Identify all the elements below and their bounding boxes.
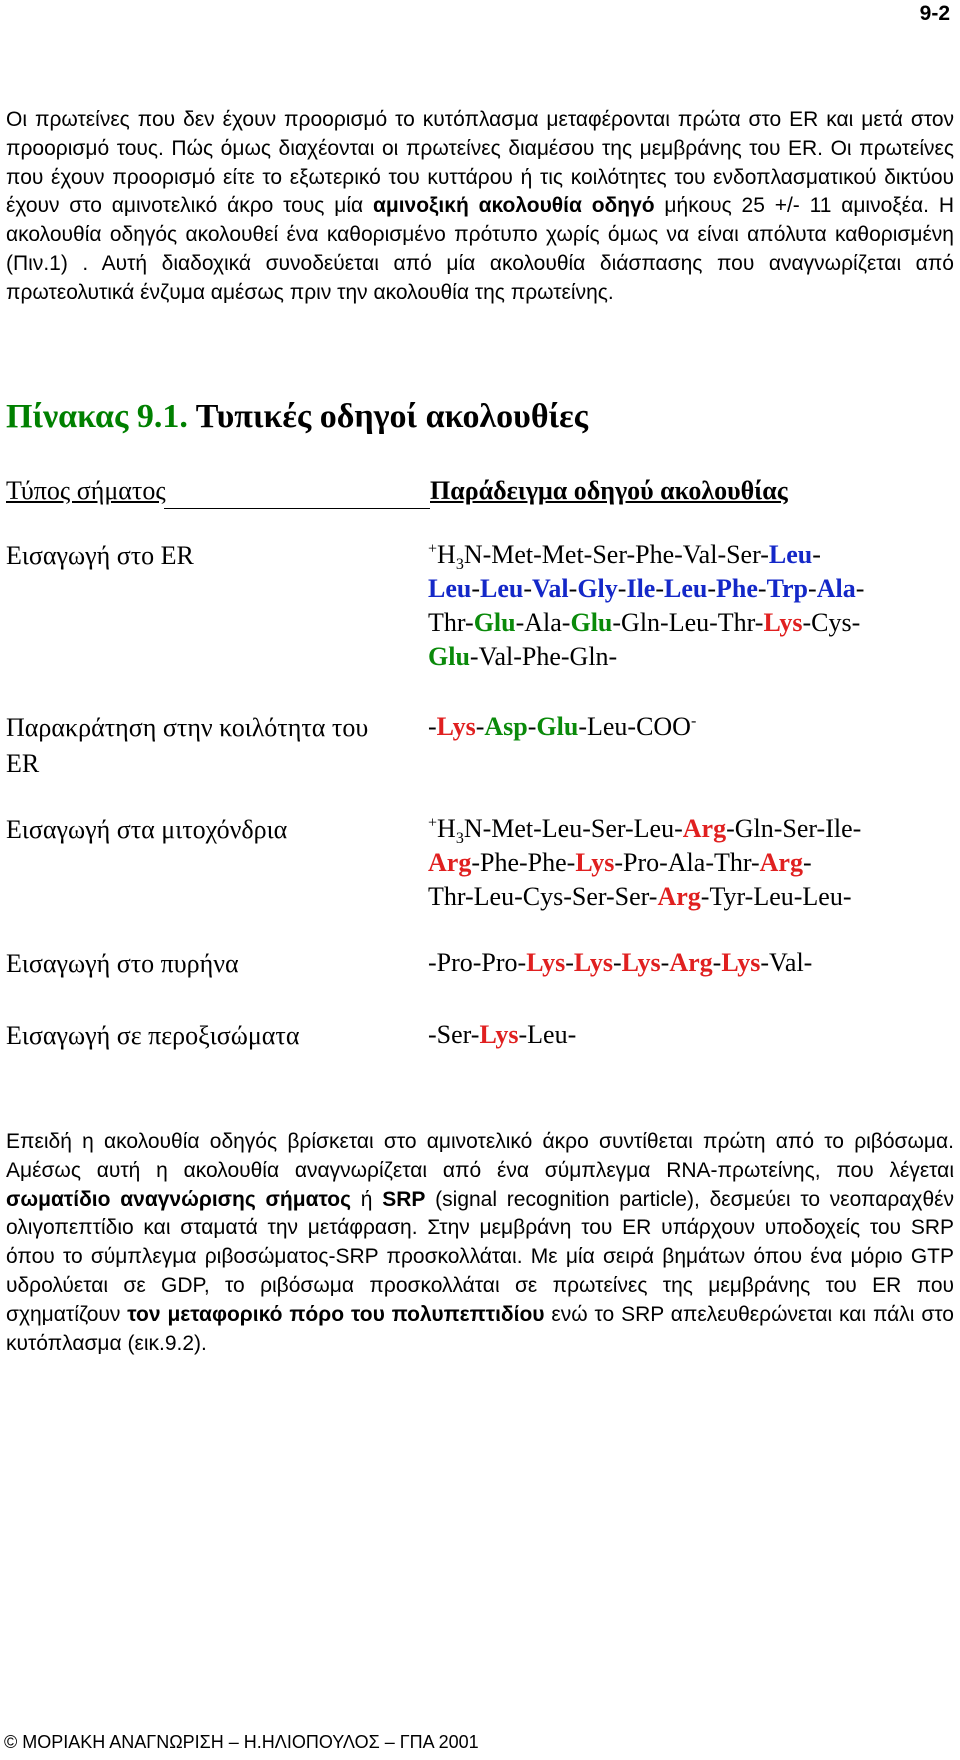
sequence-segment: Leu bbox=[768, 540, 813, 569]
sequence-segment: Arg bbox=[428, 848, 472, 877]
body-text-1: Επειδή η ακολουθία οδηγός βρίσκεται στο αμινοτελικό άκρο συντίθεται πρώτη από το ριβόσωμα. Αμέσως αυτή η ακολουθία αναγνωρίζεται από ένα σύμπλεγμα RNA-πρωτείνης, που λέγεται bbox=[6, 1130, 954, 1182]
sequence-segment: - bbox=[712, 948, 722, 977]
body-text-3: (signal recognition particle), δεσμεύει το νεοπαραχθέν ολιγοπεπτίδιο και σταματά την μετάφραση. Στην μεμβράνη του ER υπάρχουν υποδοχείς του SRP όπου το σύμπλεγμα ριβοσώματος-SRP προσκολλάται. Με μία σειρά βημάτων όπου ένα μόριο GTP υδρολύεται σε GDP, το ριβόσωμα προσκολλάται σε πρωτείνες της μεμβράνης του ER που σχηματίζουν bbox=[6, 1187, 954, 1326]
sequence-segment: Glu bbox=[570, 608, 613, 637]
body-text-2: ή bbox=[351, 1187, 383, 1211]
sequence-line bbox=[428, 572, 958, 606]
row-label-peroxisome-import: Εισαγωγή σε περοξισώματα bbox=[6, 1021, 300, 1050]
row-seq-er-retention bbox=[428, 710, 958, 744]
sequence-segment: Lys bbox=[573, 948, 613, 977]
sequence-segment: Arg bbox=[657, 882, 701, 911]
body-bold-srp: SRP bbox=[382, 1187, 426, 1211]
row-label-er-import: Εισαγωγή στο ER bbox=[6, 541, 194, 570]
sequence-segment: Lys bbox=[763, 608, 803, 637]
body-paragraph bbox=[6, 1128, 954, 1358]
sequence-segment: Val bbox=[532, 574, 569, 603]
body-bold-pore: τον μεταφορικό πόρο του πολυπεπτιδίου bbox=[127, 1302, 545, 1326]
row-seq-nucleus-import bbox=[428, 946, 958, 980]
subscript: 3 bbox=[455, 830, 464, 848]
sequence-line bbox=[428, 606, 958, 640]
sequence-segment: - bbox=[802, 848, 812, 877]
sequence-segment: - bbox=[855, 574, 865, 603]
sequence-segment: -Leu-COO bbox=[578, 712, 691, 741]
sequence-segment: -Gln-Ser-Ile- bbox=[726, 814, 862, 843]
sequence-segment: - bbox=[655, 574, 665, 603]
sequence-segment: -Phe-Phe- bbox=[471, 848, 576, 877]
sequence-segment: - bbox=[471, 574, 481, 603]
sequence-segment: Lys bbox=[621, 948, 661, 977]
sequence-line bbox=[428, 1018, 958, 1052]
sequence-segment: - bbox=[757, 574, 767, 603]
sequence-segment: - bbox=[612, 948, 622, 977]
intro-bold-term: αμινοξική ακολουθία οδηγό bbox=[372, 194, 655, 218]
sequence-segment: Gly bbox=[577, 574, 618, 603]
superscript: - bbox=[690, 712, 697, 730]
sequence-segment: Phe bbox=[716, 574, 758, 603]
sequence-segment: H bbox=[437, 540, 456, 569]
sequence-segment: - bbox=[565, 948, 574, 977]
sequence-segment: N-Met-Met-Ser-Phe-Val-Ser- bbox=[463, 540, 769, 569]
sequence-segment: Asp bbox=[484, 712, 528, 741]
sequence-segment: Lys bbox=[575, 848, 615, 877]
sequence-segment: -Pro-Pro- bbox=[428, 948, 527, 977]
sequence-segment: -Val- bbox=[760, 948, 813, 977]
sequence-segment: N-Met-Leu-Ser-Leu- bbox=[463, 814, 683, 843]
sequence-segment: - bbox=[812, 540, 821, 569]
body-bold-srp-term: σωματίδιο αναγνώρισης σήματος bbox=[6, 1187, 352, 1211]
sequence-line bbox=[428, 946, 958, 980]
sequence-segment: Lys bbox=[436, 712, 476, 741]
sequence-segment: Leu bbox=[664, 574, 708, 603]
superscript: + bbox=[428, 814, 438, 832]
sequence-segment: Thr- bbox=[428, 608, 474, 637]
table-number: Πίνακας 9.1. bbox=[6, 398, 188, 435]
sequence-segment: H bbox=[437, 814, 456, 843]
superscript: + bbox=[428, 540, 438, 558]
sequence-segment: -Gln-Leu-Thr- bbox=[612, 608, 764, 637]
sequence-segment: -Leu- bbox=[518, 1020, 577, 1049]
row-label-mito-import: Εισαγωγή στα μιτοχόνδρια bbox=[6, 815, 288, 844]
sequence-segment: - bbox=[475, 712, 485, 741]
sequence-segment: Leu bbox=[480, 574, 524, 603]
sequence-segment: - bbox=[568, 574, 578, 603]
sequence-segment: - bbox=[660, 948, 670, 977]
page-number: 9-2 bbox=[919, 2, 950, 25]
sequence-segment: -Pro-Ala-Thr- bbox=[614, 848, 760, 877]
row-label-er-retention: Παρακράτηση στην κοιλότητα του ER bbox=[6, 713, 369, 778]
column-header-signal-type: Τύπος σήματος bbox=[6, 476, 166, 505]
intro-text-1: Οι πρωτείνες που δεν έχουν προορισμό το κυτόπλασμα μεταφέρονται πρώτα στο ER και μετά στον προορισμό τους. Πώς όμως διαχέονται οι πρωτείνες διαμέσου της μεμβράνης του ER. Οι πρωτείνες που έχουν προορισμό είτε το εξωτερικό του κυττάρου ή τις κοιλότητες του ενδοπλασματικού δικτύου έχουν στο αμινοτελικό άκρο τους μία bbox=[6, 108, 954, 218]
sequence-segment: Thr-Leu-Cys-Ser-Ser- bbox=[428, 882, 658, 911]
sequence-segment: - bbox=[428, 712, 437, 741]
subscript: 3 bbox=[455, 556, 464, 574]
sequence-segment: Glu bbox=[473, 608, 516, 637]
intro-text-2: μήκους 25 +/- 11 αμινοξέα. Η ακολουθία οδηγός ακολουθεί ένα καθορισμένο πρότυπο χωρίς όμως να είναι απόλυτα καθορισμένη (Πιν.1) . Αυτή διαδοχικά συνοδεύεται από μία ακολουθία διάσπασης που αναγνωρίζεται από πρωτεολυτικά ένζυμα αμέσως πριν την ακολουθία της πρωτείνης. bbox=[6, 194, 954, 304]
sequence-segment: Trp bbox=[766, 574, 809, 603]
sequence-line bbox=[428, 640, 958, 674]
sequence-segment: Ile bbox=[626, 574, 656, 603]
sequence-line bbox=[428, 812, 958, 846]
sequence-segment: Arg bbox=[669, 948, 713, 977]
sequence-segment: Arg bbox=[682, 814, 727, 843]
row-label-nucleus-import: Εισαγωγή στο πυρήνα bbox=[6, 949, 239, 978]
sequence-segment: -Ser- bbox=[428, 1020, 480, 1049]
sequence-segment: Glu bbox=[536, 712, 579, 741]
sequence-segment: Lys bbox=[479, 1020, 519, 1049]
sequence-segment: Ala bbox=[816, 574, 856, 603]
sequence-line bbox=[428, 710, 958, 744]
row-seq-peroxisome-import bbox=[428, 1018, 958, 1052]
row-seq-er-import bbox=[428, 538, 958, 674]
sequence-segment: - bbox=[527, 712, 537, 741]
sequence-segment: - bbox=[707, 574, 717, 603]
sequence-segment: - bbox=[523, 574, 533, 603]
sequence-line bbox=[428, 880, 958, 914]
sequence-segment: -Val-Phe-Gln- bbox=[469, 642, 618, 671]
table-title bbox=[6, 398, 588, 436]
sequence-segment: Lys bbox=[526, 948, 566, 977]
sequence-segment: -Tyr-Leu-Leu- bbox=[700, 882, 852, 911]
footer-copyright: © ΜΟΡΙΑΚΗ ΑΝΑΓΝΩΡΙΣΗ – Η.ΗΛΙΟΠΟΥΛΟΣ – ΓΠΑ 2001 bbox=[4, 1732, 479, 1752]
sequence-line bbox=[428, 538, 958, 572]
sequence-segment: Glu bbox=[428, 642, 470, 671]
column-header-example: Παράδειγμα οδηγού ακολουθίας bbox=[430, 476, 788, 505]
sequence-segment: Lys bbox=[721, 948, 761, 977]
sequence-segment: Arg bbox=[759, 848, 803, 877]
sequence-segment: -Ala- bbox=[515, 608, 571, 637]
sequence-segment: -Cys- bbox=[802, 608, 861, 637]
sequence-segment: Leu bbox=[428, 574, 472, 603]
intro-paragraph bbox=[6, 106, 954, 308]
body-text-4: ενώ το SRP απελευθερώνεται και πάλι στο κυτόπλασμα (εικ.9.2). bbox=[6, 1302, 954, 1355]
table-title-text: Τυπικές οδηγοί ακολουθίες bbox=[195, 398, 588, 435]
sequence-line bbox=[428, 846, 958, 880]
header-rule bbox=[164, 508, 430, 509]
sequence-segment: - bbox=[808, 574, 817, 603]
sequence-segment: - bbox=[617, 574, 627, 603]
row-seq-mito-import bbox=[428, 812, 958, 914]
